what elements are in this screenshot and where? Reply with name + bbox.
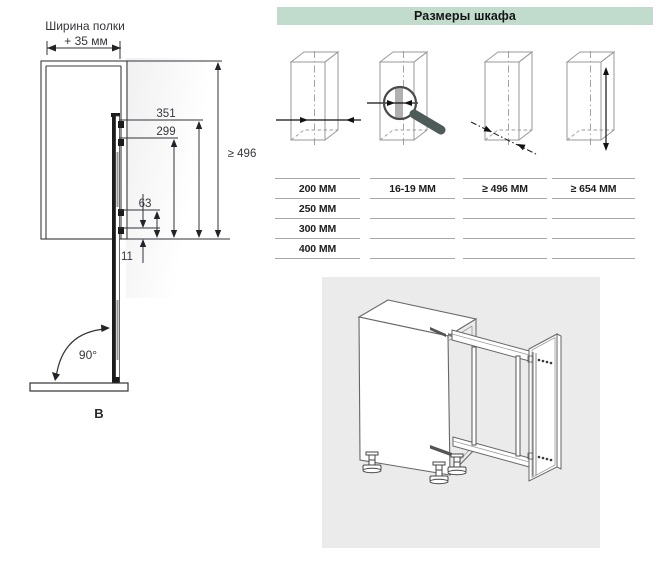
table-cell [463,199,547,219]
table-cell [463,239,547,259]
table-cell: 200 ММ [275,179,360,199]
table-column-width [275,178,360,259]
table-cell: 300 ММ [275,219,360,239]
arrowhead [101,325,110,333]
panel-thickness-magnifier-icon [367,51,441,146]
shelf-width-label-line2: + 35 мм [64,34,108,48]
table-cell: ≥ 496 ММ [463,179,547,199]
table-cell [370,239,455,259]
dim-299: 299 [156,126,176,138]
cabinet-dimension-diagrams [270,30,656,175]
table-column-height [552,178,635,259]
door-panel [529,334,561,481]
cabinet-foot [448,454,466,475]
angle-label: 90° [78,348,98,362]
cabinet-depth-icon [471,51,536,154]
arrowhead [47,45,56,52]
table-cell: 16-19 ММ [370,179,455,199]
cabinet-height-icon [567,51,614,151]
dim-11: 11 [121,251,133,263]
table-cell [552,219,635,239]
page-title: Размеры шкафа [414,9,516,23]
table-cell [463,219,547,239]
view-label: В [94,406,104,421]
dim-63: 63 [138,198,152,210]
shelf-width-label-line1: Ширина полки [45,19,125,33]
cabinet-carcass [359,300,476,475]
frame-dimension-drawing [0,0,270,450]
table-cell [552,239,635,259]
table-cell: 400 ММ [275,239,360,259]
dim-351: 351 [156,108,176,120]
table-column-thickness [370,178,455,259]
cabinet-inner-width-icon [276,51,361,146]
section-title-bar [277,7,653,25]
installation-illustration-panel [322,277,600,548]
floor-plate [30,383,128,391]
pull-out-rail [111,113,124,383]
table-cell [370,219,455,239]
isometric-cabinet-drawing [322,277,600,548]
table-cell: 250 ММ [275,199,360,219]
table-column-depth [463,178,547,259]
arrowhead [52,372,60,381]
table-cell: ≥ 654 ММ [552,179,635,199]
table-cell [370,199,455,219]
dim-min-height: ≥ 496 [227,148,257,160]
table-cell [552,199,635,219]
